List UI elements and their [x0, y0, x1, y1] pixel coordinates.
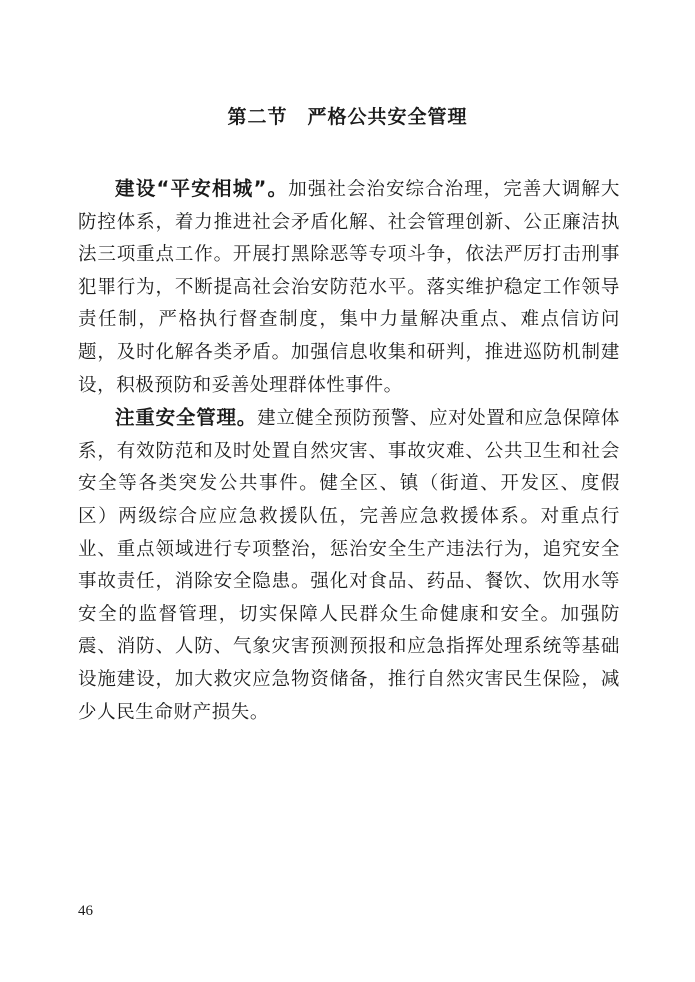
section-title: 第二节 严格公共安全管理: [227, 106, 468, 128]
paragraph-lead: 注重安全管理。: [115, 406, 258, 430]
page-number: 46: [78, 903, 93, 919]
paragraph-ping-an-xiang-cheng: [78, 173, 620, 402]
paragraph-body: 加强社会治安综合治理，完善大调解大防控体系，着力推进社会矛盾化解、社会管理创新、公正廉洁执法三项重点工作。开展打黑除恶等专项斗争，依法严厉打击刑事犯罪行为，不断提高社会治安防范水平。落实维护稳定工作领导责任制，严格执行督查制度，集中力量解决重点、难点信访问题，及时化解各类矛盾。加强信息收集和研判，推进巡防机制建设，积极预防和妥善处理群体性事件。: [78, 179, 620, 396]
body-text: [78, 173, 620, 729]
paragraph-lead: 建设“平安相城”。: [115, 177, 289, 200]
paragraph-body: 建立健全预防预警、应对处置和应急保障体系，有效防范和及时处置自然灾害、事故灾难、公共卫生和社会安全等各类突发公共事件。健全区、镇（街道、开发区、度假区）两级综合应应急救援队伍，完善应急救援体系。对重点行业、重点领域进行专项整治，惩治安全生产违法行为，追究安全事故责任，消除安全隐患。强化对食品、药品、餐饮、饮用水等安全的监督管理，切实保障人民群众生命健康和安全。加强防震、消防、人防、气象灾害预测预报和应急指挥处理系统等基础设施建设，加大救灾应急物资储备，推行自然灾害民生保险，减少人民生命财产损失。: [78, 408, 621, 723]
paragraph-safety-management: [78, 402, 620, 729]
